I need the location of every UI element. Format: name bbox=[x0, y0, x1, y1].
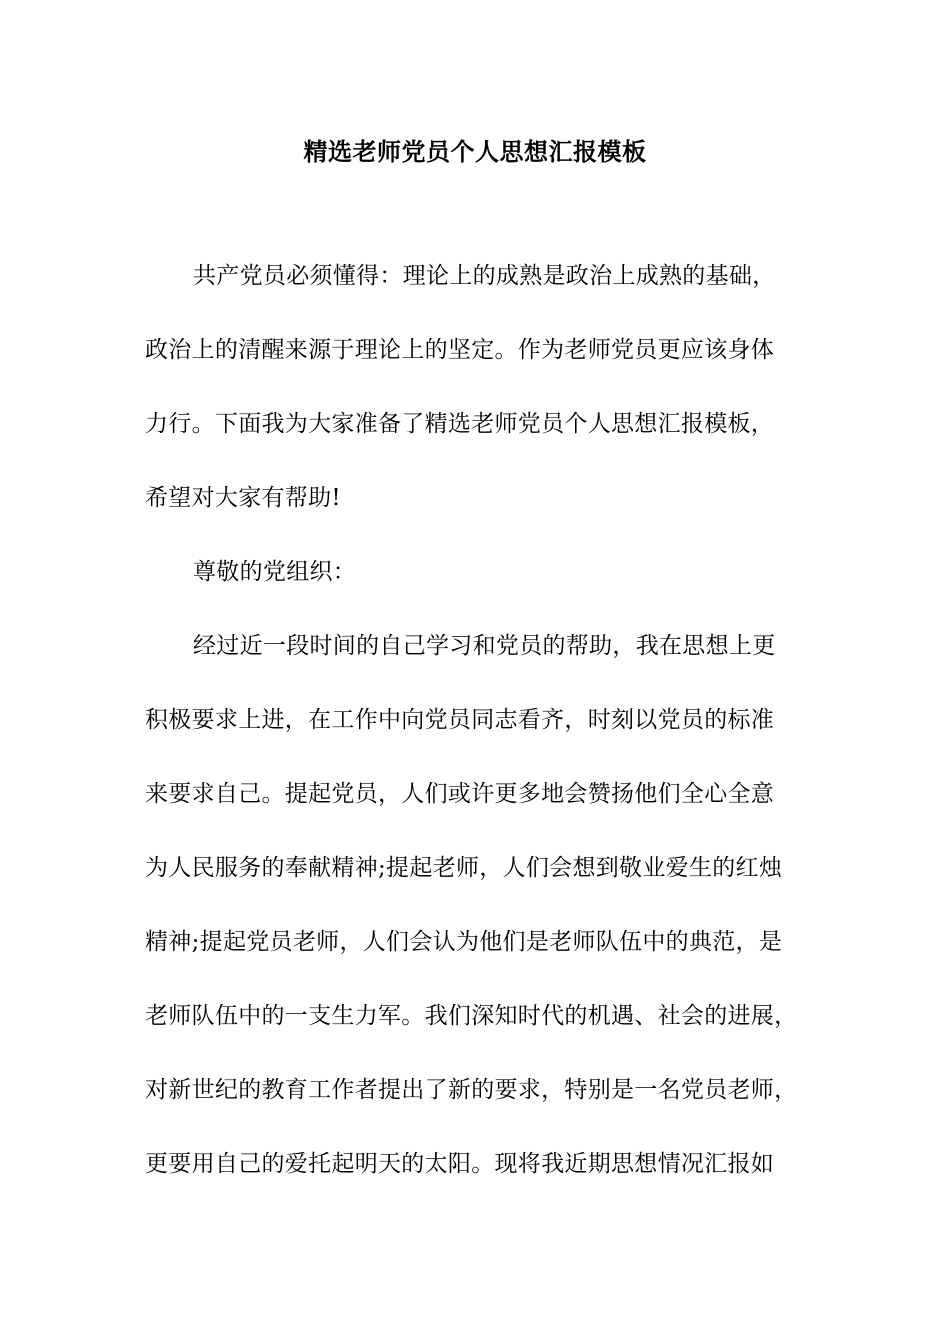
document-body bbox=[145, 258, 825, 1220]
paragraph-line: 为人民服务的奉献精神;提起老师，人们会想到敬业爱生的红烛 bbox=[145, 855, 783, 881]
paragraph-line: 更要用自己的爱托起明天的太阳。现将我近期思想情况汇报如 bbox=[145, 1151, 775, 1177]
paragraph-line: 共产党员必须懂得：理论上的成熟是政治上成熟的基础， bbox=[193, 263, 776, 289]
paragraph-line: 老师队伍中的一支生力军。我们深知时代的机遇、社会的进展， bbox=[145, 1003, 798, 1029]
paragraph-line: 希望对大家有帮助! bbox=[145, 485, 341, 511]
paragraph-line: 精神;提起党员老师，人们会认为他们是老师队伍中的典范，是 bbox=[145, 929, 783, 955]
salutation-line: 尊敬的党组织： bbox=[193, 559, 357, 585]
document-title: 精选老师党员个人思想汇报模板 bbox=[303, 137, 647, 166]
paragraph-line: 力行。下面我为大家准备了精选老师党员个人思想汇报模板， bbox=[145, 411, 775, 437]
paragraph-line: 对新世纪的教育工作者提出了新的要求，特别是一名党员老师， bbox=[145, 1077, 798, 1103]
paragraph-line: 经过近一段时间的自己学习和党员的帮助，我在思想上更 bbox=[193, 633, 776, 659]
paragraph-line: 政治上的清醒来源于理论上的坚定。作为老师党员更应该身体 bbox=[145, 337, 775, 363]
paragraph-line: 来要求自己。提起党员，人们或许更多地会赞扬他们全心全意 bbox=[145, 781, 775, 807]
paragraph-line: 积极要求上进，在工作中向党员同志看齐，时刻以党员的标准 bbox=[145, 707, 775, 733]
